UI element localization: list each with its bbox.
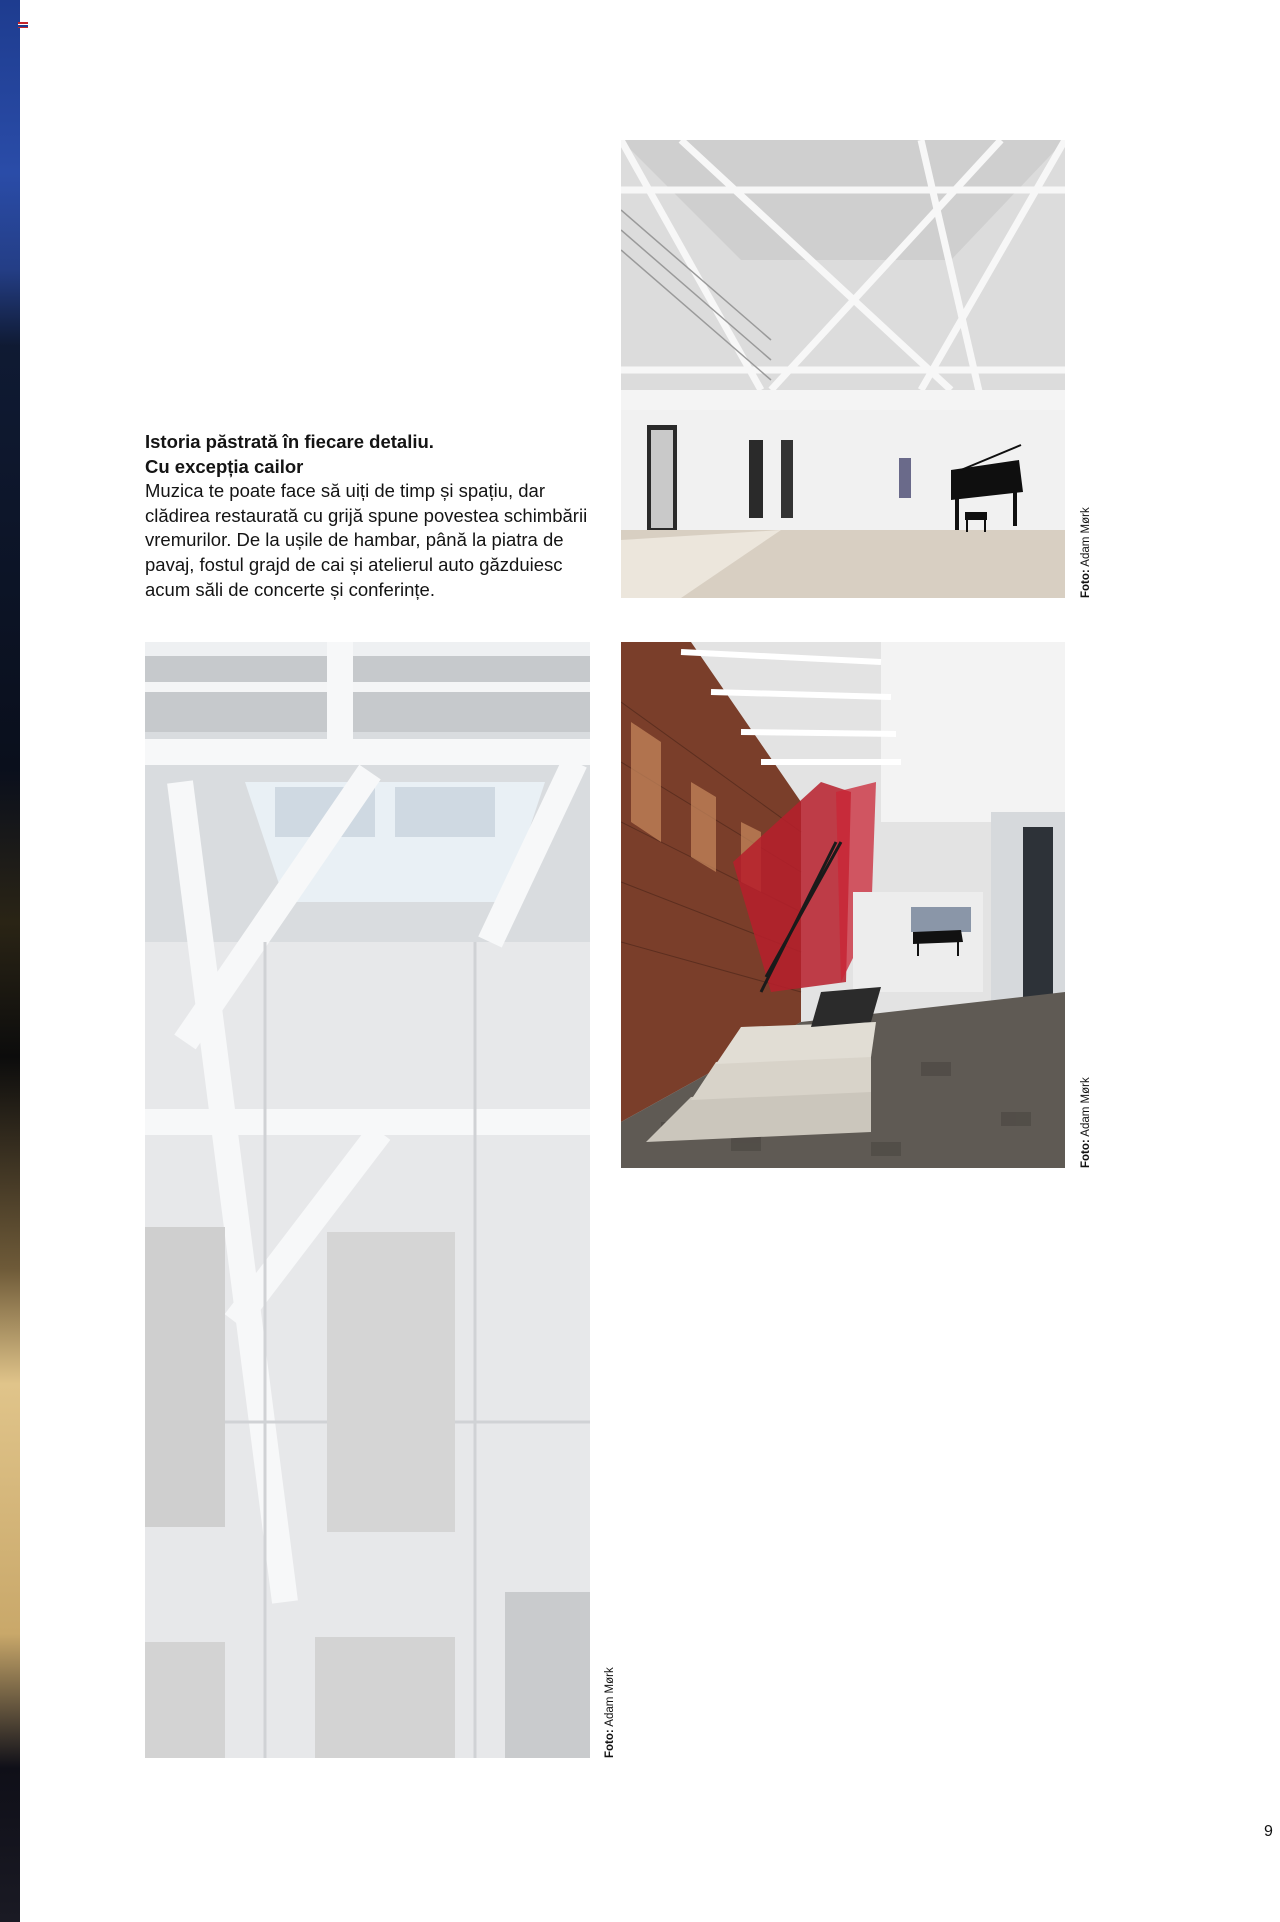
photo-credit: Foto: Adam Mørk — [1080, 507, 1092, 598]
adjacent-page-edge — [0, 0, 20, 1922]
article-heading-line-2: Cu excepția cailor — [145, 455, 304, 477]
photo-trusses-skylight — [145, 642, 590, 1758]
photo-staircase-brick-wall — [621, 642, 1065, 1168]
article-body: Muzica te poate face să uiți de timp și spațiu, dar clădirea restaurată cu grijă spune povestea schimbării vremurilor. De la ușile de hambar, până la piatra de pavaj, fostul grajd de cai și atelierul auto găzduiesc acum săli de concerte și conferințe. — [145, 480, 588, 600]
flag-icon — [18, 22, 28, 28]
article-text — [145, 430, 605, 602]
page-number: 9 — [1264, 1823, 1273, 1840]
article-heading-line-1: Istoria păstrată în fiecare detaliu. — [145, 431, 434, 452]
photo-hall-with-piano — [621, 140, 1065, 598]
photo-credit: Foto: Adam Mørk — [604, 1667, 616, 1758]
photo-credit: Foto: Adam Mørk — [1080, 1077, 1092, 1168]
